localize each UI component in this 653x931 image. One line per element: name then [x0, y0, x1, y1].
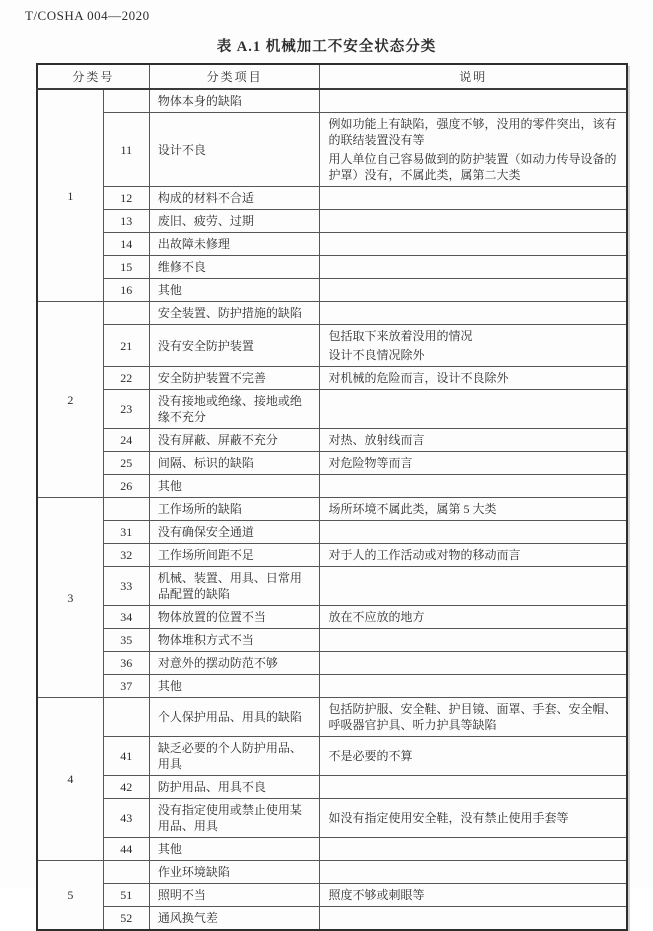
category-item-cell: 安全装置、防护措施的缺陷: [149, 302, 320, 325]
category-code-cell: 15: [103, 256, 149, 279]
description-cell: [320, 498, 627, 521]
description-cell: [320, 776, 627, 799]
table-row: [37, 698, 627, 737]
category-item-cell: 其他: [149, 475, 320, 498]
description-cell: [320, 256, 627, 279]
table-row: [37, 629, 627, 652]
table-row: [37, 567, 627, 606]
description-line: 对于人的工作活动或对物的移动而言: [328, 548, 521, 562]
table-row: [37, 884, 627, 907]
classification-table-body: [37, 89, 627, 930]
table-row: [37, 606, 627, 629]
table-row: [37, 675, 627, 698]
description-cell: [320, 838, 627, 861]
description-cell: [320, 302, 627, 325]
header-category-item: 分类项目: [149, 64, 320, 89]
category-code-cell: 21: [103, 325, 149, 367]
category-item-cell: 没有确保安全通道: [149, 521, 320, 544]
description-cell: [320, 390, 627, 429]
description-line: 例如功能上有缺陷，强度不够，没用的零件突出，该有的联结装置没有等: [328, 117, 617, 147]
description-cell: [320, 89, 627, 113]
header-description: 说明: [320, 64, 627, 89]
category-code-cell: 33: [103, 567, 149, 606]
description-cell: [320, 698, 627, 737]
table-row: [37, 452, 627, 475]
description-cell: [320, 113, 627, 187]
category-code-cell: [103, 498, 149, 521]
category-number-cell: 4: [37, 698, 103, 861]
table-row: [37, 302, 627, 325]
table-row: [37, 521, 627, 544]
category-item-cell: 工作场所的缺陷: [149, 498, 320, 521]
table-row: [37, 89, 627, 113]
description-cell: [320, 187, 627, 210]
category-code-cell: 34: [103, 606, 149, 629]
category-item-cell: 间隔、标识的缺陷: [149, 452, 320, 475]
description-cell: [320, 861, 627, 884]
category-item-cell: 没有指定使用或禁止使用某用品、用具: [149, 799, 320, 838]
category-item-cell: 设计不良: [149, 113, 320, 187]
category-number-cell: 1: [37, 89, 103, 302]
table-row: [37, 498, 627, 521]
category-code-cell: [103, 302, 149, 325]
table-row: [37, 838, 627, 861]
category-code-cell: 12: [103, 187, 149, 210]
category-item-cell: 其他: [149, 838, 320, 861]
category-item-cell: 物体放置的位置不当: [149, 606, 320, 629]
description-cell: [320, 606, 627, 629]
table-row: [37, 390, 627, 429]
category-code-cell: 16: [103, 279, 149, 302]
table-row: [37, 737, 627, 776]
category-code-cell: 23: [103, 390, 149, 429]
category-number-cell: 2: [37, 302, 103, 498]
category-item-cell: 其他: [149, 675, 320, 698]
table-row: [37, 210, 627, 233]
description-line: 用人单位自己容易做到的防护装置（如动力传导设备的护罩）没有，不属此类，属第二大类: [328, 152, 617, 182]
category-code-cell: 41: [103, 737, 149, 776]
category-item-cell: 废旧、疲劳、过期: [149, 210, 320, 233]
description-cell: [320, 210, 627, 233]
classification-table: [36, 63, 628, 931]
description-cell: [320, 452, 627, 475]
category-code-cell: 13: [103, 210, 149, 233]
description-cell: [320, 429, 627, 452]
category-item-cell: 缺乏必要的个人防护用品、用具: [149, 737, 320, 776]
description-cell: [320, 521, 627, 544]
description-cell: [320, 652, 627, 675]
description-line: 包括防护服、安全鞋、护目镜、面罩、手套、安全帽、呼吸器官护具、听力护具等缺陷: [328, 702, 617, 732]
category-item-cell: 对意外的摆动防范不够: [149, 652, 320, 675]
description-line: 放在不应放的地方: [328, 610, 425, 624]
description-cell: [320, 884, 627, 907]
category-code-cell: 36: [103, 652, 149, 675]
description-cell: [320, 907, 627, 931]
table-row: [37, 113, 627, 187]
category-code-cell: 25: [103, 452, 149, 475]
table-row: [37, 367, 627, 390]
category-item-cell: 防护用品、用具不良: [149, 776, 320, 799]
description-cell: [320, 325, 627, 367]
category-code-cell: [103, 861, 149, 884]
category-item-cell: 没有屏蔽、屏蔽不充分: [149, 429, 320, 452]
category-code-cell: 14: [103, 233, 149, 256]
description-cell: [320, 799, 627, 838]
category-number-cell: 5: [37, 861, 103, 931]
category-item-cell: 个人保护用品、用具的缺陷: [149, 698, 320, 737]
category-item-cell: 没有安全防护装置: [149, 325, 320, 367]
description-cell: [320, 629, 627, 652]
category-item-cell: 物体堆积方式不当: [149, 629, 320, 652]
table-row: [37, 907, 627, 931]
table-row: [37, 279, 627, 302]
description-line: 设计不良情况除外: [328, 348, 425, 362]
category-item-cell: 安全防护装置不完善: [149, 367, 320, 390]
category-item-cell: 作业环境缺陷: [149, 861, 320, 884]
category-code-cell: 11: [103, 113, 149, 187]
table-row: [37, 799, 627, 838]
category-code-cell: 22: [103, 367, 149, 390]
category-code-cell: 52: [103, 907, 149, 931]
table-row: [37, 187, 627, 210]
description-cell: [320, 279, 627, 302]
description-line: 对机械的危险而言，设计不良除外: [328, 371, 509, 385]
description-cell: [320, 233, 627, 256]
description-cell: [320, 675, 627, 698]
table-row: [37, 256, 627, 279]
description-line: 对危险物等而言: [328, 456, 413, 470]
description-line: 场所环境不属此类，属第 5 大类: [328, 502, 497, 516]
category-code-cell: [103, 698, 149, 737]
table-row: [37, 233, 627, 256]
category-code-cell: 26: [103, 475, 149, 498]
category-item-cell: 构成的材料不合适: [149, 187, 320, 210]
description-line: 如没有指定使用安全鞋，没有禁止使用手套等: [328, 811, 569, 825]
table-row: [37, 861, 627, 884]
description-cell: [320, 567, 627, 606]
category-item-cell: 维修不良: [149, 256, 320, 279]
category-code-cell: 24: [103, 429, 149, 452]
category-item-cell: 通风换气差: [149, 907, 320, 931]
table-row: [37, 776, 627, 799]
category-item-cell: 其他: [149, 279, 320, 302]
table-row: [37, 429, 627, 452]
description-cell: [320, 544, 627, 567]
table-title: 表 A.1 机械加工不安全状态分类: [216, 39, 437, 55]
document-code: T/COSHA 004—2020: [25, 8, 150, 23]
category-item-cell: 工作场所间距不足: [149, 544, 320, 567]
category-code-cell: 35: [103, 629, 149, 652]
category-code-cell: 37: [103, 675, 149, 698]
category-item-cell: 机械、装置、用具、日常用品配置的缺陷: [149, 567, 320, 606]
table-row: [37, 475, 627, 498]
category-code-cell: 31: [103, 521, 149, 544]
table-row: [37, 544, 627, 567]
description-line: 照度不够或刺眼等: [328, 888, 425, 902]
description-line: 对热、放射线而言: [328, 433, 425, 447]
category-item-cell: 物体本身的缺陷: [149, 89, 320, 113]
category-code-cell: 43: [103, 799, 149, 838]
description-cell: [320, 737, 627, 776]
category-item-cell: 没有接地或绝缘、接地或绝缘不充分: [149, 390, 320, 429]
category-code-cell: [103, 89, 149, 113]
description-cell: [320, 367, 627, 390]
category-item-cell: 出故障未修理: [149, 233, 320, 256]
category-code-cell: 44: [103, 838, 149, 861]
category-code-cell: 32: [103, 544, 149, 567]
category-code-cell: 51: [103, 884, 149, 907]
header-category-number: 分类号: [37, 64, 149, 89]
table-header-row: [37, 64, 627, 89]
table-row: [37, 652, 627, 675]
table-row: [37, 325, 627, 367]
description-line: 包括取下来放着没用的情况: [328, 329, 473, 343]
category-item-cell: 照明不当: [149, 884, 320, 907]
description-cell: [320, 475, 627, 498]
category-code-cell: 42: [103, 776, 149, 799]
category-number-cell: 3: [37, 498, 103, 698]
description-line: 不是必要的不算: [328, 749, 413, 763]
